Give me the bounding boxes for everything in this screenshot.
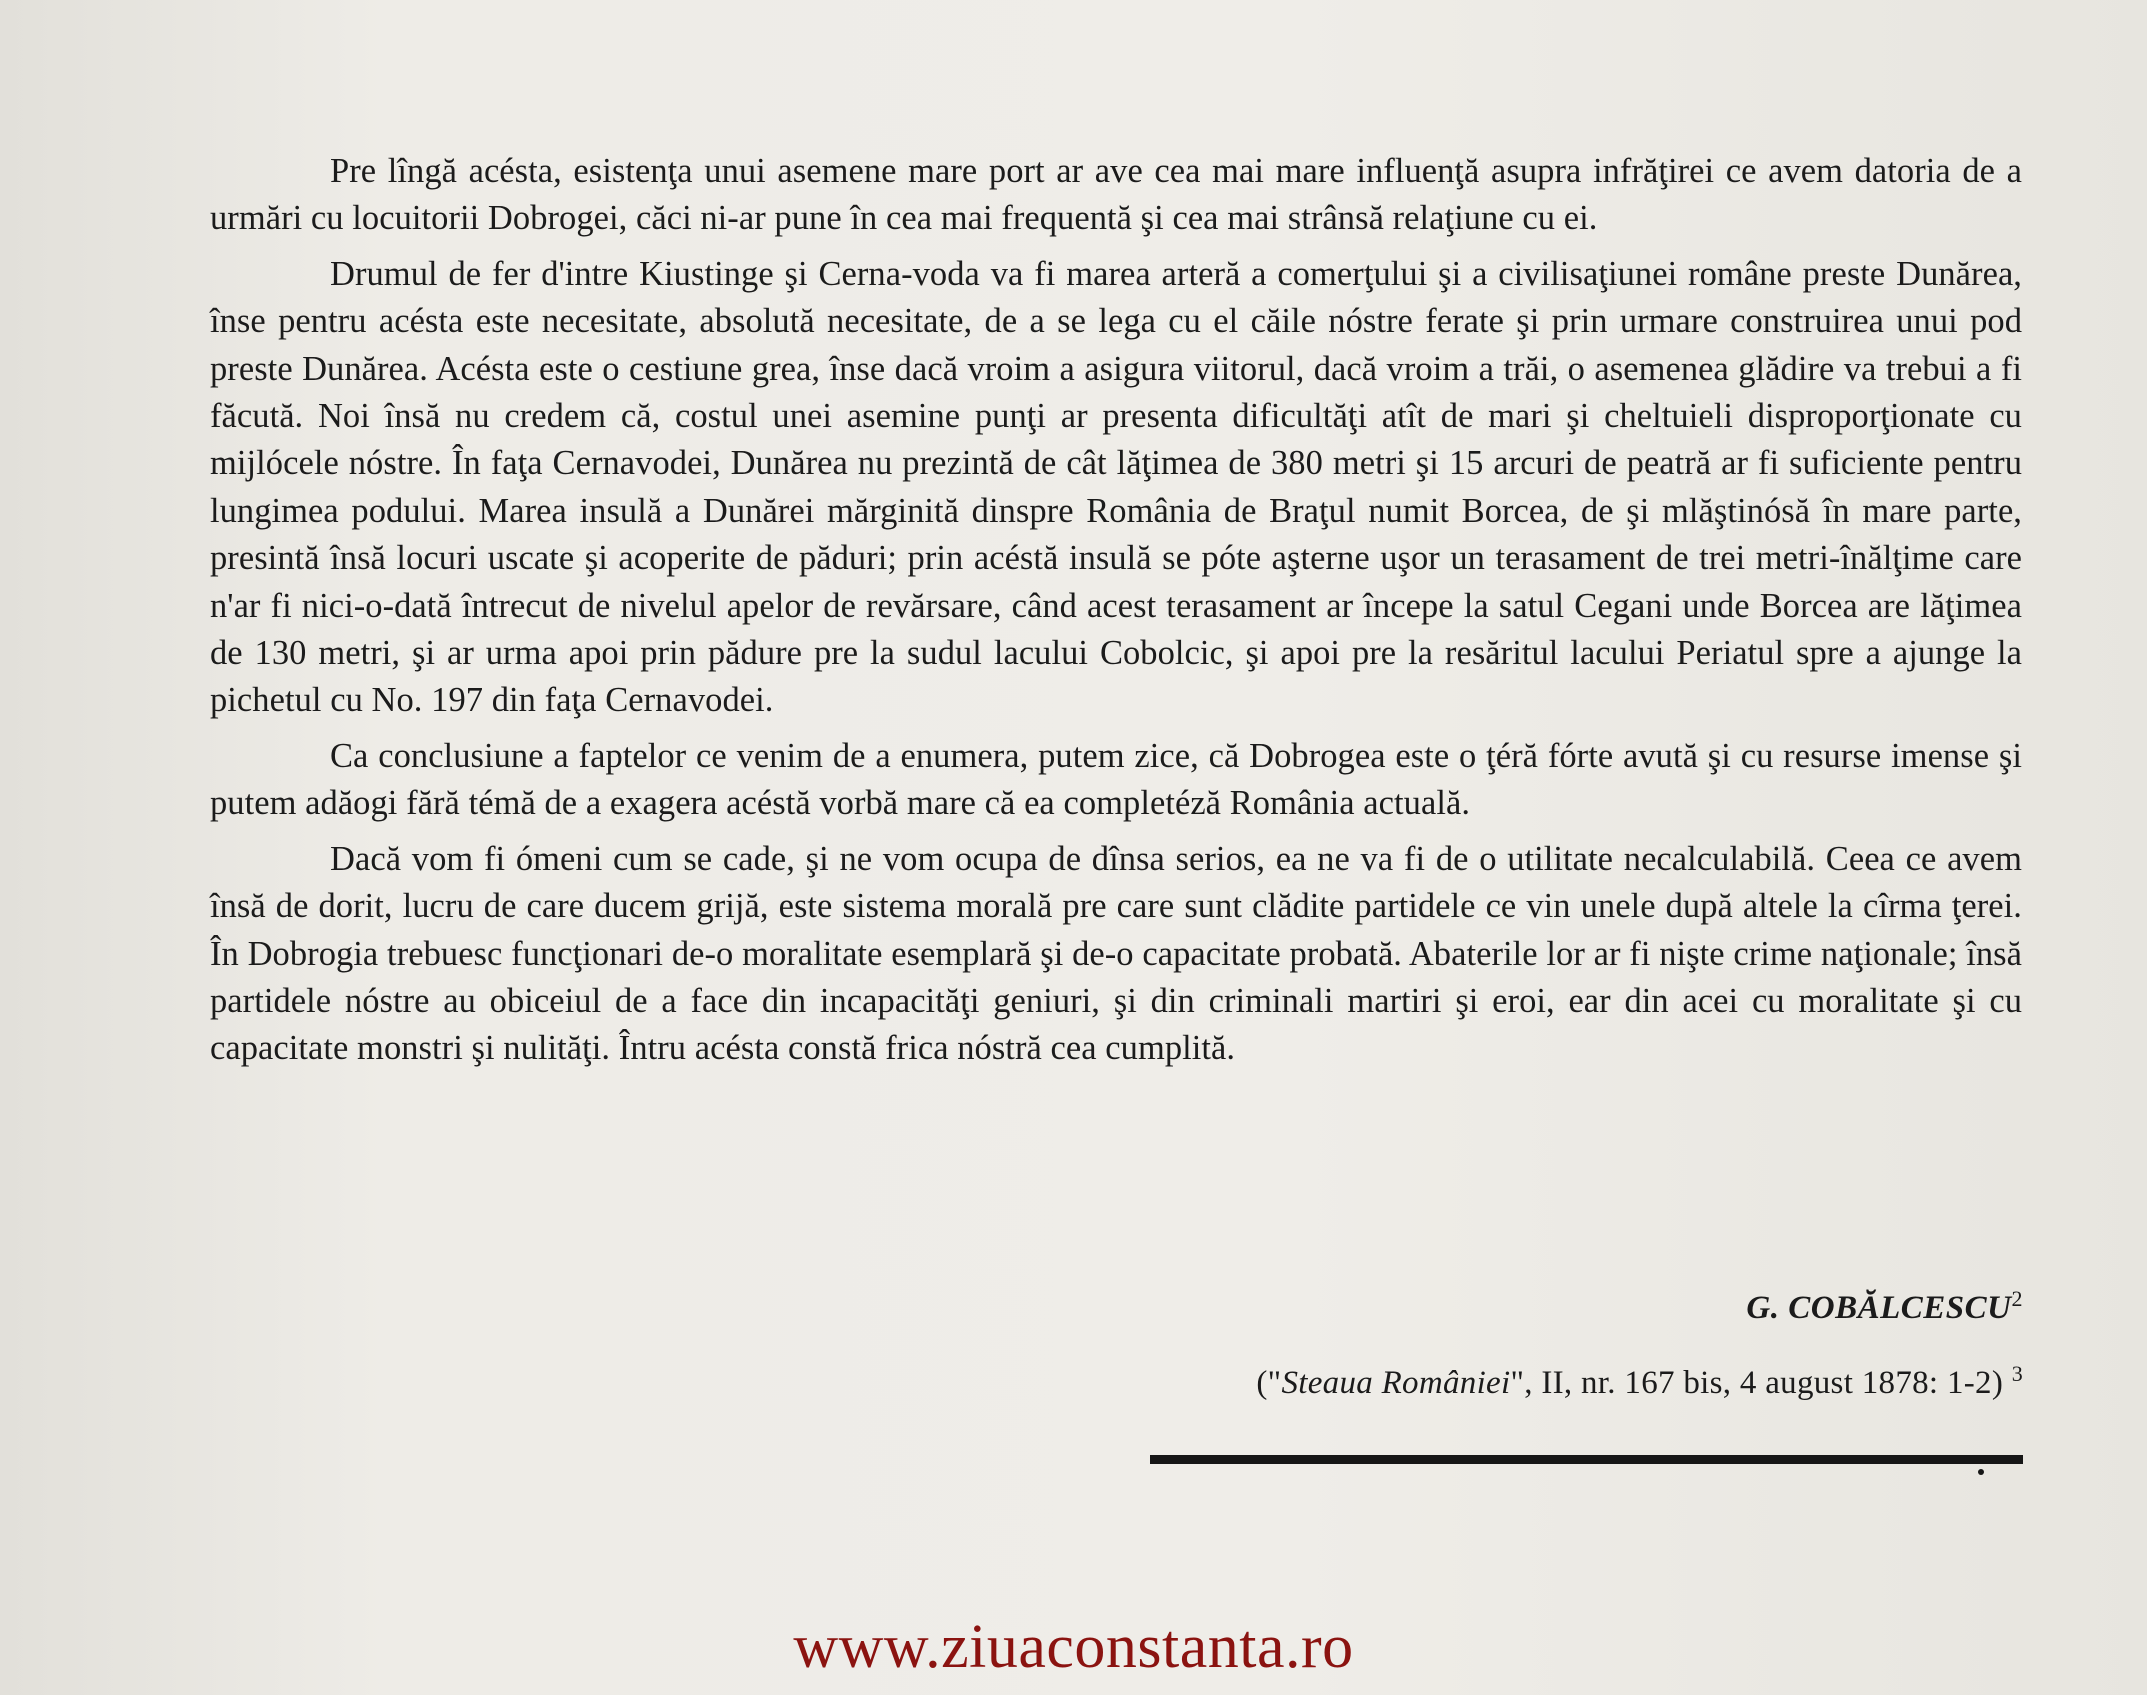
section-divider <box>1150 1455 2023 1464</box>
article-body <box>210 148 2022 1081</box>
website-watermark: www.ziuaconstanta.ro <box>793 1613 1354 1681</box>
source-citation <box>1256 1361 2023 1402</box>
author-name: G. COBĂLCESCU <box>1746 1290 2012 1326</box>
paragraph-3: Ca conclusiune a faptelor ce venim de a enumera, putem zice, că Dobrogea este o ţéră fórte avută şi cu resurse imense şi putem adăogi fără témă de a exagera acéstă vorbă mare că ea completéză România actuală. <box>210 736 2022 823</box>
newspaper-title: Steaua României <box>1281 1365 1511 1401</box>
author-signature <box>1746 1286 2023 1327</box>
citation-details: ", II, nr. 167 bis, 4 august 1878: 1-2) <box>1510 1365 2004 1401</box>
paragraph-1: Pre lîngă acésta, esistenţa unui asemene mare port ar ave cea mai mare influenţă asupra infrăţirei ce avem datoria de a urmări cu locuitorii Dobrogei, căci ni-ar pune în cea mai frequentă şi cea mai strânsă relaţiune cu ei. <box>210 152 2022 238</box>
footnote-marker-2: 2 <box>2011 1286 2023 1311</box>
footnote-marker-3: 3 <box>2011 1361 2023 1386</box>
divider-dot <box>1978 1469 1984 1475</box>
paragraph-4: Dacă vom fi ómeni cum se cade, şi ne vom ocupa de dînsa serios, ea ne va fi de o utilitate necalculabilă. Ceea ce avem însă de dorit, lucru de care ducem grijă, este sistema morală pre care sunt clădite partidele ce vin unele după altele la cîrma ţerei. În Dobrogia trebuesc funcţionari de-o moralitate esemplară şi de-o capacitate probată. Abaterile lor ar fi nişte crime naţionale; însă partidele nóstre au obiceiul de a face din incapacităţi geniuri, şi din criminali martiri şi eroi, ear din acei cu moralitate şi cu capacitate monstri şi nulităţi. Întru acésta constă frica nóstră cea cumplită. <box>210 839 2022 1068</box>
citation-open: (" <box>1256 1365 1282 1401</box>
paragraph-2: Drumul de fer d'intre Kiustinge şi Cerna-voda va fi marea arteră a comerţului şi a civilisaţiunei române preste Dunărea, înse pentru acésta este necesitate, absolută necesitate, de a se lega cu el căile nóstre ferate şi prin urmare construirea unui pod preste Dunărea. Acésta este o cestiune grea, înse dacă vroim a asigura viitorul, dacă vroim a trăi, o asemenea glădire va trebui a fi făcută. Noi însă nu credem că, costul unei asemine punţi ar presenta dificultăţi atît de mari şi cheltuieli disproporţionate cu mijlócele nóstre. În faţa Cernavodei, Dunărea nu prezintă de cât lăţimea de 380 metri şi 15 arcuri de peatră ar fi suficiente pentru lungimea podului. Marea insulă a Dunărei mărginită dinspre România de Braţul numit Borcea, de şi mlăştinósă în mare parte, presintă însă locuri uscate şi acoperite de păduri; prin acéstă insulă se póte aşterne uşor un terasament de trei metri-înălţime care n'ar fi nici-o-dată întrecut de nivelul apelor de revărsare, când acest terasament ar începe la satul Cegani unde Borcea are lăţimea de 130 metri, şi ar urma apoi prin pădure pre la sudul lacului Cobolcic, şi apoi pre la resăritul lacului Periatul spre a ajunge la pichetul cu No. 197 din faţa Cernavodei. <box>210 254 2022 720</box>
